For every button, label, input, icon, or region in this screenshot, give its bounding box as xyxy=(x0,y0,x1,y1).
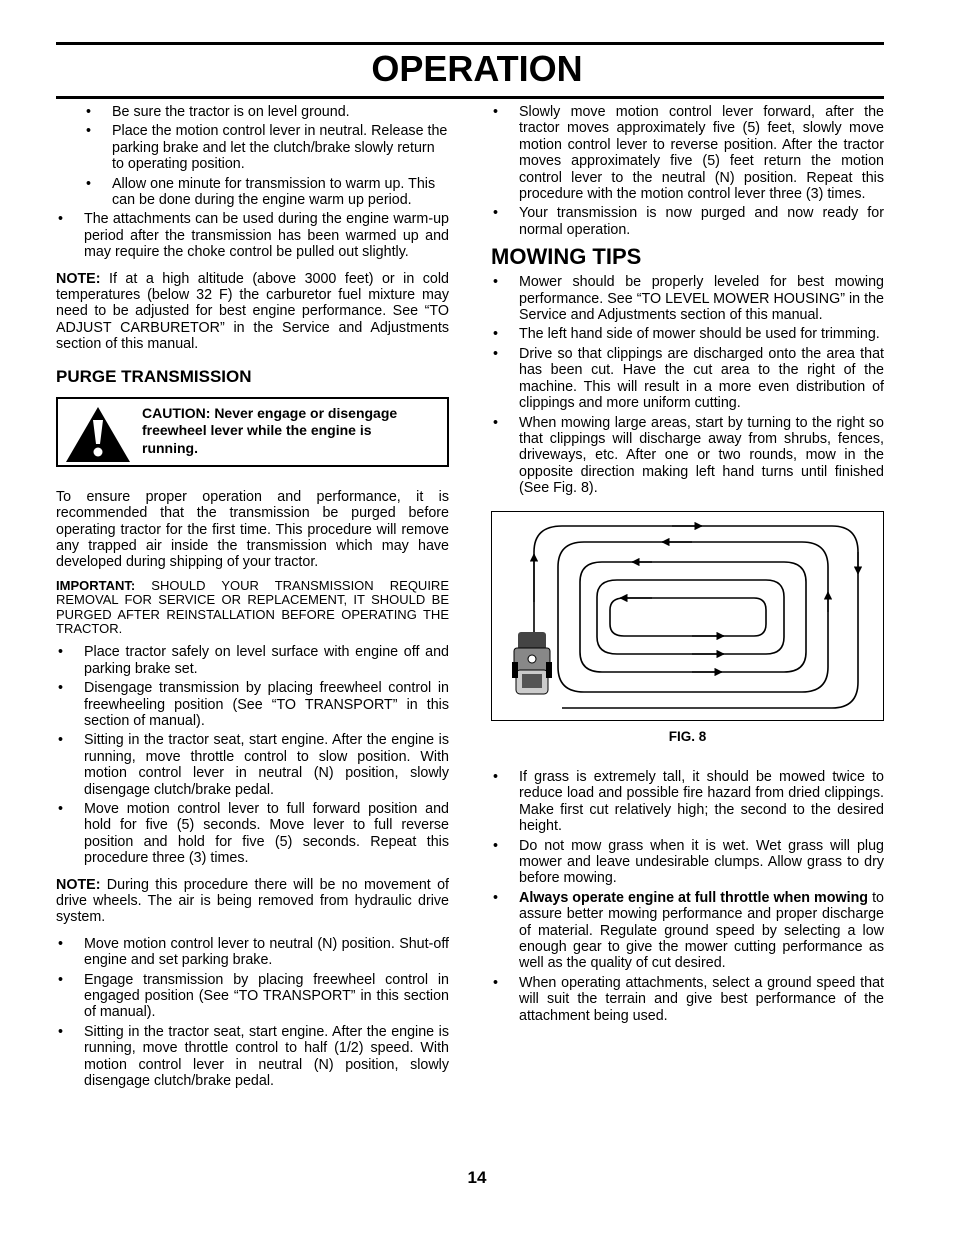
list-item: • Always operate engine at full throttle when mowing to assure better mowing performance and proper discharge of material. Regulate ground speed by selecting a low enough gear to give the mower cutting performance as well as the quality of cut desired. xyxy=(493,889,884,972)
page-title: OPERATION xyxy=(371,48,583,89)
mowing-path-inner xyxy=(610,598,766,636)
important-text: SHOULD YOUR TRANSMISSION REQUIRE REMOVAL FOR SERVICE OR REPLACEMENT, IT SHOULD BE PURGED AFTER REINSTALLATION BEFORE OPERATING THE TRACTOR. xyxy=(56,577,449,636)
list-item-text: Sitting in the tractor seat, start engine. After the engine is running, move throttle control to half (1/2) speed. With motion control lever in neutral (N) position, slowly disengage clutch/brake pedal. xyxy=(84,1023,449,1090)
list-item-text: Disengage transmission by placing freewheel control in freewheeling position (See “TO TRANSPORT” in this section of manual). xyxy=(84,680,449,729)
list-item-text: Be sure the tractor is on level ground. xyxy=(112,104,350,120)
header-top-rule xyxy=(56,42,884,45)
list-item: • Slowly move motion control lever forward, after the tractor moves approximately five (5) feet, slowly move motion control lever to reverse position. After the tractor moves approximately five (5) feet return the motion control lever to the neutral (N) position. Repeat this procedure with the motion control lever three (3) times. xyxy=(493,104,884,203)
list-item-bold-text: Always operate engine at full throttle when mowing xyxy=(519,889,869,906)
list-item-text: When operating attachments, select a ground speed that will suit the terrain and give best performance of the attachment being used. xyxy=(519,974,884,1024)
list-item: • If grass is extremely tall, it should be mowed twice to reduce load and possible fire hazard from dried clippings. Make first cut relatively high; the second to the desired height. xyxy=(493,768,884,835)
list-item-text: Place tractor safely on level surface with engine off and parking brake set. xyxy=(84,644,449,677)
list-item-text: Sitting in the tractor seat, start engine. After the engine is running, move throttle control to slow position. With motion control lever in neutral (N) position, slowly disengage clutch/brake pedal. xyxy=(84,732,449,798)
note-no-movement xyxy=(56,877,449,926)
list-item-text: to assure better mowing performance and proper discharge of material. Regulate ground speed by selecting a low enough gear to give the mower cutting performance as well as the quality of cut desired. xyxy=(519,889,884,972)
list-item: • The attachments can be used during the engine warm-up period after the transmission has been warmed up and may require the choke control be pulled out slightly. xyxy=(58,211,449,261)
list-item-text: Move motion control lever to neutral (N) position. Shut-off engine and set parking brake. xyxy=(84,935,449,969)
important-label: IMPORTANT: xyxy=(56,577,136,593)
header-bottom-rule xyxy=(56,96,884,99)
tractor-icon xyxy=(512,632,552,694)
section-heading-mowing-tips: MOWING TIPS xyxy=(491,244,642,270)
mowing-pattern-figure xyxy=(491,511,884,721)
list-item: • Engage transmission by placing freewheel control in engaged position (See “TO TRANSPORT” in this section of manual). xyxy=(58,971,449,1021)
list-item: • The left hand side of mower should be used for trimming. xyxy=(493,326,880,343)
page-number: 14 xyxy=(467,1168,487,1187)
important-note xyxy=(56,579,449,637)
list-item-text: Your transmission is now purged and now ready for normal operation. xyxy=(519,205,884,238)
list-item-text: Do not mow grass when it is wet. Wet grass will plug mower and leave undesirable clumps. Allow grass to dry before mowing. xyxy=(519,837,884,887)
list-item-text: Drive so that clippings are discharged onto the area that has been cut. Have the cut area to the right of the machine. This will result in a more even distribution of clippings and more uniform cutting. xyxy=(519,345,884,412)
right-column xyxy=(491,104,884,1027)
list-item: • Move motion control lever to full forward position and hold for five (5) seconds. Move lever to full reverse position and hold for five (5) seconds. Repeat this procedure three (3) times. xyxy=(58,801,449,867)
note-text: During this procedure there will be no movement of drive wheels. The air is being removed from hydraulic drive system. xyxy=(56,876,449,926)
list-item: • Move motion control lever to neutral (N) position. Shut-off engine and set parking brake. xyxy=(58,935,449,969)
list-item: • Disengage transmission by placing freewheel control in freewheeling position (See “TO TRANSPORT” in this section of manual). xyxy=(58,680,449,729)
list-item: • Mower should be properly leveled for best mowing performance. See “TO LEVEL MOWER HOUSING” in the Service and Adjustments section of this manual. xyxy=(493,274,884,324)
list-item-text: The left hand side of mower should be used for trimming. xyxy=(519,326,880,343)
list-item: • Place the motion control lever in neutral. Release the parking brake and let the clutch/brake slowly return to operating position. xyxy=(86,123,448,173)
section-heading-purge: PURGE TRANSMISSION xyxy=(56,366,252,386)
mowing-path-4 xyxy=(597,580,784,654)
list-item: • Sitting in the tractor seat, start engine. After the engine is running, move throttle control to slow position. With motion control lever in neutral (N) position, slowly disengage clutch/brake pedal. xyxy=(58,732,449,798)
list-item-text: Engage transmission by placing freewheel control in engaged position (See “TO TRANSPORT” in this section of manual). xyxy=(84,971,449,1021)
list-item: • Be sure the tractor is on level ground. xyxy=(86,104,350,120)
note-text: If at a high altitude (above 3000 feet) or in cold temperatures (below 32 F) the carburetor fuel mixture may need to be adjusted for best engine performance. See “TO ADJUST CARBURETOR” in the Service and Adjustments section of this manual. xyxy=(56,270,449,353)
list-item: • Place tractor safely on level surface with engine off and parking brake set. xyxy=(58,644,449,677)
mowing-path-2 xyxy=(558,542,828,692)
list-item: • Sitting in the tractor seat, start engine. After the engine is running, move throttle control to half (1/2) speed. With motion control lever in neutral (N) position, slowly disengage clutch/brake pedal. xyxy=(58,1023,449,1090)
list-item-text: The attachments can be used during the engine warm-up period after the transmission has been warmed up and may require the choke control be pulled out slightly. xyxy=(84,211,449,261)
mowing-path-3 xyxy=(580,562,806,672)
list-item: • Drive so that clippings are discharged onto the area that has been cut. Have the cut area to the right of the machine. This will result in a more even distribution of clippings and more uniform cutting. xyxy=(493,345,884,412)
list-item: • When mowing large areas, start by turning to the right so that clippings will discharge away from shrubs, fences, driveways, etc. After one or two rounds, mow in the opposite direction making left hand turns until finished (See Fig. 8). xyxy=(493,414,884,497)
note-label: NOTE: xyxy=(56,270,101,287)
list-item: • Do not mow grass when it is wet. Wet grass will plug mower and leave undesirable clumps. Allow grass to dry before mowing. xyxy=(493,837,884,887)
mowing-path-outer xyxy=(534,526,858,708)
list-item-text: When mowing large areas, start by turning to the right so that clippings will discharge away from shrubs, fences, driveways, etc. After one or two rounds, mow in the opposite direction making left hand turns until finished (See Fig. 8). xyxy=(519,414,884,497)
list-item-text: Slowly move motion control lever forward, after the tractor moves approximately five (5) feet, slowly move motion control lever to reverse position. After the tractor moves approximately five (5) feet return the motion control lever to the neutral (N) position. Repeat this procedure with the motion control lever three (3) times. xyxy=(519,104,884,203)
purge-intro: To ensure proper operation and performance, it is recommended that the transmission be purged before operating tractor for the first time. This procedure will remove any trapped air inside the transmission which may have developed during shipping of your tractor. xyxy=(56,488,449,571)
list-item-text: If grass is extremely tall, it should be mowed twice to reduce load and possible fire hazard from dried clippings. Make first cut relatively high; the second to the desired height. xyxy=(519,768,884,835)
list-item: • Allow one minute for transmission to warm up. This can be done during the engine warm up period. xyxy=(86,175,436,209)
note-label: NOTE: xyxy=(56,876,101,893)
list-item-text: Place the motion control lever in neutral. Release the parking brake and let the clutch/brake slowly return to operating position. xyxy=(112,123,448,173)
mowing-pattern-diagram xyxy=(492,512,885,720)
list-item: • When operating attachments, select a ground speed that will suit the terrain and give best performance of the attachment being used. xyxy=(493,974,884,1024)
list-item-text: Allow one minute for transmission to warm up. This can be done during the engine warm up period. xyxy=(112,175,436,209)
left-column xyxy=(56,104,449,1093)
list-item-text: Move motion control lever to full forward position and hold for five (5) seconds. Move lever to full reverse position and hold for five (5) seconds. Repeat this procedure three (3) times. xyxy=(84,801,449,867)
note-altitude xyxy=(56,271,449,353)
list-item-text: Mower should be properly leveled for best mowing performance. See “TO LEVEL MOWER HOUSING” in the Service and Adjustments section of this manual. xyxy=(519,274,884,324)
caution-box xyxy=(56,397,449,467)
list-item: • Your transmission is now purged and now ready for normal operation. xyxy=(493,205,884,238)
warning-triangle-icon xyxy=(64,404,132,464)
caution-text: CAUTION: Never engage or disengage freewheel lever while the engine is running. xyxy=(142,404,398,456)
figure-caption: FIG. 8 xyxy=(668,728,707,744)
